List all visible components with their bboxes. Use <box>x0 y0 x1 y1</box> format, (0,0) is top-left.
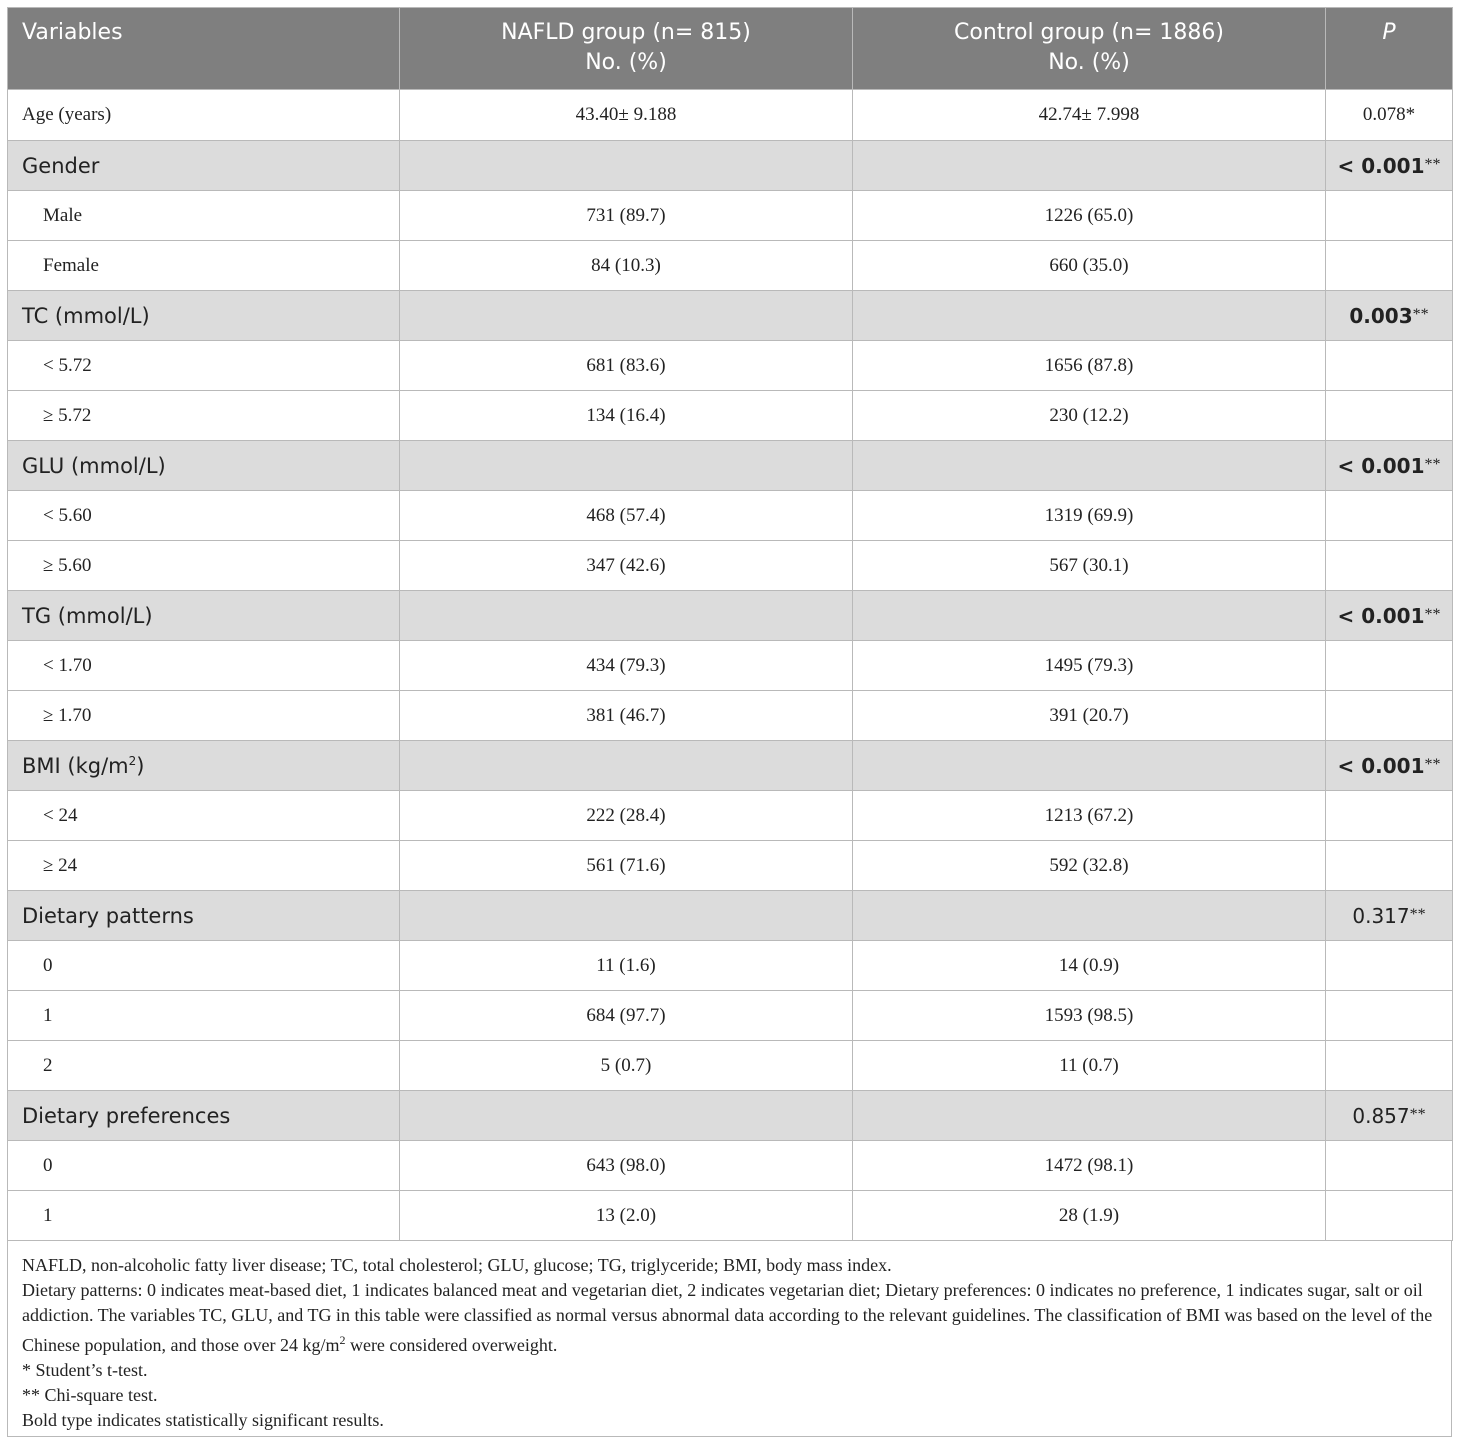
category-label: GLU (mmol/L) <box>8 441 400 491</box>
header-variables: Variables <box>8 8 400 90</box>
nafld-value: 561 (71.6) <box>400 841 853 891</box>
nafld-value: 643 (98.0) <box>400 1141 853 1191</box>
nafld-value: 11 (1.6) <box>400 941 853 991</box>
category-row <box>8 291 1453 341</box>
p-value <box>1326 141 1453 191</box>
p-value <box>1326 591 1453 641</box>
empty-cell <box>1326 991 1453 1041</box>
empty-cell <box>853 141 1326 191</box>
p-marker: ** <box>1409 1105 1426 1123</box>
control-value: 42.74± 7.998 <box>853 90 1326 141</box>
empty-cell <box>1326 1191 1453 1241</box>
p-marker: ** <box>1424 155 1441 173</box>
row-label: Male <box>8 191 400 241</box>
table-row <box>8 991 1453 1041</box>
empty-cell <box>1326 341 1453 391</box>
p-marker: ** <box>1424 605 1441 623</box>
category-label: Dietary preferences <box>8 1091 400 1141</box>
empty-cell <box>400 441 853 491</box>
row-label: ≥ 24 <box>8 841 400 891</box>
row-label: < 5.60 <box>8 491 400 541</box>
empty-cell <box>853 441 1326 491</box>
p-value: 0.078* <box>1326 90 1453 141</box>
empty-cell <box>853 891 1326 941</box>
control-value: 660 (35.0) <box>853 241 1326 291</box>
table-row <box>8 641 1453 691</box>
empty-cell <box>1326 941 1453 991</box>
footnote-abbreviations: NAFLD, non-alcoholic fatty liver disease; TC, total cholesterol; GLU, glucose; TG, triglyceride; BMI, body mass index. <box>22 1255 892 1275</box>
table-footnotes <box>7 1241 1452 1437</box>
p-value-text: 0.317 <box>1352 903 1410 928</box>
header-nafld-line2: No. (%) <box>585 50 667 75</box>
table-row <box>8 941 1453 991</box>
footnote-dietary-sup: 2 <box>339 1333 346 1347</box>
nafld-value: 347 (42.6) <box>400 541 853 591</box>
empty-cell <box>400 891 853 941</box>
p-value <box>1326 891 1453 941</box>
control-value: 28 (1.9) <box>853 1191 1326 1241</box>
p-value-text: 0.857 <box>1352 1103 1410 1128</box>
data-table <box>7 7 1453 1241</box>
control-value: 14 (0.9) <box>853 941 1326 991</box>
table-row <box>8 191 1453 241</box>
footnote-dietary <box>22 1278 1437 1358</box>
nafld-value: 134 (16.4) <box>400 391 853 441</box>
empty-cell <box>1326 1041 1453 1091</box>
footnote-dietary-post: were considered overweight. <box>345 1335 558 1355</box>
empty-cell <box>1326 841 1453 891</box>
empty-cell <box>1326 491 1453 541</box>
category-label: Gender <box>8 141 400 191</box>
header-control-line2: No. (%) <box>1048 50 1130 75</box>
p-marker: ** <box>1424 755 1441 773</box>
empty-cell <box>853 291 1326 341</box>
p-value-text: < 0.001 <box>1337 603 1425 628</box>
table-row <box>8 791 1453 841</box>
empty-cell <box>1326 191 1453 241</box>
category-row <box>8 891 1453 941</box>
p-value-text: 0.003 <box>1349 303 1413 328</box>
row-label: Age (years) <box>8 90 400 141</box>
row-label: ≥ 5.72 <box>8 391 400 441</box>
row-label: 1 <box>8 1191 400 1241</box>
p-value-text: < 0.001 <box>1337 453 1425 478</box>
control-value: 1213 (67.2) <box>853 791 1326 841</box>
table-container <box>7 7 1452 1437</box>
header-control <box>853 8 1326 90</box>
nafld-value: 13 (2.0) <box>400 1191 853 1241</box>
nafld-value: 681 (83.6) <box>400 341 853 391</box>
category-row <box>8 1091 1453 1141</box>
row-label: < 1.70 <box>8 641 400 691</box>
control-value: 1593 (98.5) <box>853 991 1326 1041</box>
p-value <box>1326 741 1453 791</box>
row-label: 0 <box>8 1141 400 1191</box>
category-label: Dietary patterns <box>8 891 400 941</box>
control-value: 1495 (79.3) <box>853 641 1326 691</box>
control-value: 592 (32.8) <box>853 841 1326 891</box>
empty-cell <box>400 141 853 191</box>
row-label: < 5.72 <box>8 341 400 391</box>
category-row <box>8 441 1453 491</box>
table-row <box>8 1041 1453 1091</box>
header-nafld-line1: NAFLD group (n= 815) <box>501 20 751 45</box>
nafld-value: 731 (89.7) <box>400 191 853 241</box>
row-label: Female <box>8 241 400 291</box>
p-value-text: < 0.001 <box>1337 153 1425 178</box>
category-row <box>8 141 1453 191</box>
nafld-value: 222 (28.4) <box>400 791 853 841</box>
p-marker: ** <box>1424 455 1441 473</box>
table-row <box>8 841 1453 891</box>
control-value: 1656 (87.8) <box>853 341 1326 391</box>
empty-cell <box>400 741 853 791</box>
table-row <box>8 241 1453 291</box>
control-value: 1472 (98.1) <box>853 1141 1326 1191</box>
empty-cell <box>1326 791 1453 841</box>
nafld-value: 43.40± 9.188 <box>400 90 853 141</box>
p-value <box>1326 1091 1453 1141</box>
nafld-value: 684 (97.7) <box>400 991 853 1041</box>
row-label: 2 <box>8 1041 400 1091</box>
header-p: P <box>1326 8 1453 90</box>
empty-cell <box>853 1091 1326 1141</box>
control-value: 230 (12.2) <box>853 391 1326 441</box>
empty-cell <box>853 591 1326 641</box>
bmi-label-sup: 2 <box>128 753 137 768</box>
p-value <box>1326 441 1453 491</box>
empty-cell <box>1326 691 1453 741</box>
empty-cell <box>853 741 1326 791</box>
empty-cell <box>400 591 853 641</box>
row-label: ≥ 5.60 <box>8 541 400 591</box>
p-marker: ** <box>1412 305 1429 323</box>
footnote-bold: Bold type indicates statistically significant results. <box>22 1410 384 1430</box>
row-label: ≥ 1.70 <box>8 691 400 741</box>
table-row <box>8 491 1453 541</box>
category-label <box>8 741 400 791</box>
bmi-label-pre: BMI (kg/m <box>22 753 129 778</box>
category-row <box>8 591 1453 641</box>
p-value <box>1326 291 1453 341</box>
row-label: < 24 <box>8 791 400 841</box>
header-row <box>8 8 1453 90</box>
footnote-ttest: * Student’s t-test. <box>22 1360 148 1380</box>
empty-cell <box>1326 641 1453 691</box>
table-row <box>8 1191 1453 1241</box>
table-row <box>8 341 1453 391</box>
nafld-value: 5 (0.7) <box>400 1041 853 1091</box>
table-row <box>8 691 1453 741</box>
empty-cell <box>1326 1141 1453 1191</box>
empty-cell <box>1326 391 1453 441</box>
header-control-line1: Control group (n= 1886) <box>954 20 1224 45</box>
control-value: 11 (0.7) <box>853 1041 1326 1091</box>
row-label: 0 <box>8 941 400 991</box>
header-nafld <box>400 8 853 90</box>
empty-cell <box>1326 541 1453 591</box>
p-marker: ** <box>1409 905 1426 923</box>
control-value: 1319 (69.9) <box>853 491 1326 541</box>
control-value: 1226 (65.0) <box>853 191 1326 241</box>
control-value: 391 (20.7) <box>853 691 1326 741</box>
row-label: 1 <box>8 991 400 1041</box>
nafld-value: 84 (10.3) <box>400 241 853 291</box>
nafld-value: 434 (79.3) <box>400 641 853 691</box>
empty-cell <box>1326 241 1453 291</box>
p-value-text: < 0.001 <box>1337 753 1425 778</box>
category-row <box>8 741 1453 791</box>
table-row <box>8 90 1453 141</box>
footnote-chisq: ** Chi-square test. <box>22 1385 158 1405</box>
nafld-value: 468 (57.4) <box>400 491 853 541</box>
bmi-label-post: ) <box>136 753 145 778</box>
control-value: 567 (30.1) <box>853 541 1326 591</box>
table-row <box>8 391 1453 441</box>
nafld-value: 381 (46.7) <box>400 691 853 741</box>
empty-cell <box>400 1091 853 1141</box>
empty-cell <box>400 291 853 341</box>
table-row <box>8 1141 1453 1191</box>
category-label: TG (mmol/L) <box>8 591 400 641</box>
footnote-dietary-pre: Dietary patterns: 0 indicates meat-based diet, 1 indicates balanced meat and vegetarian diet, 2 indicates vegetarian diet; Dietary preferences: 0 indicates no preference, 1 indicates sugar, salt or oil addiction. The variables TC, GLU, and TG in this table were classified as normal versus abnormal data according to the relevant guidelines. The classification of BMI was based on the level of the Chinese population, and those over 24 kg/m <box>22 1280 1433 1355</box>
table-row <box>8 541 1453 591</box>
category-label: TC (mmol/L) <box>8 291 400 341</box>
